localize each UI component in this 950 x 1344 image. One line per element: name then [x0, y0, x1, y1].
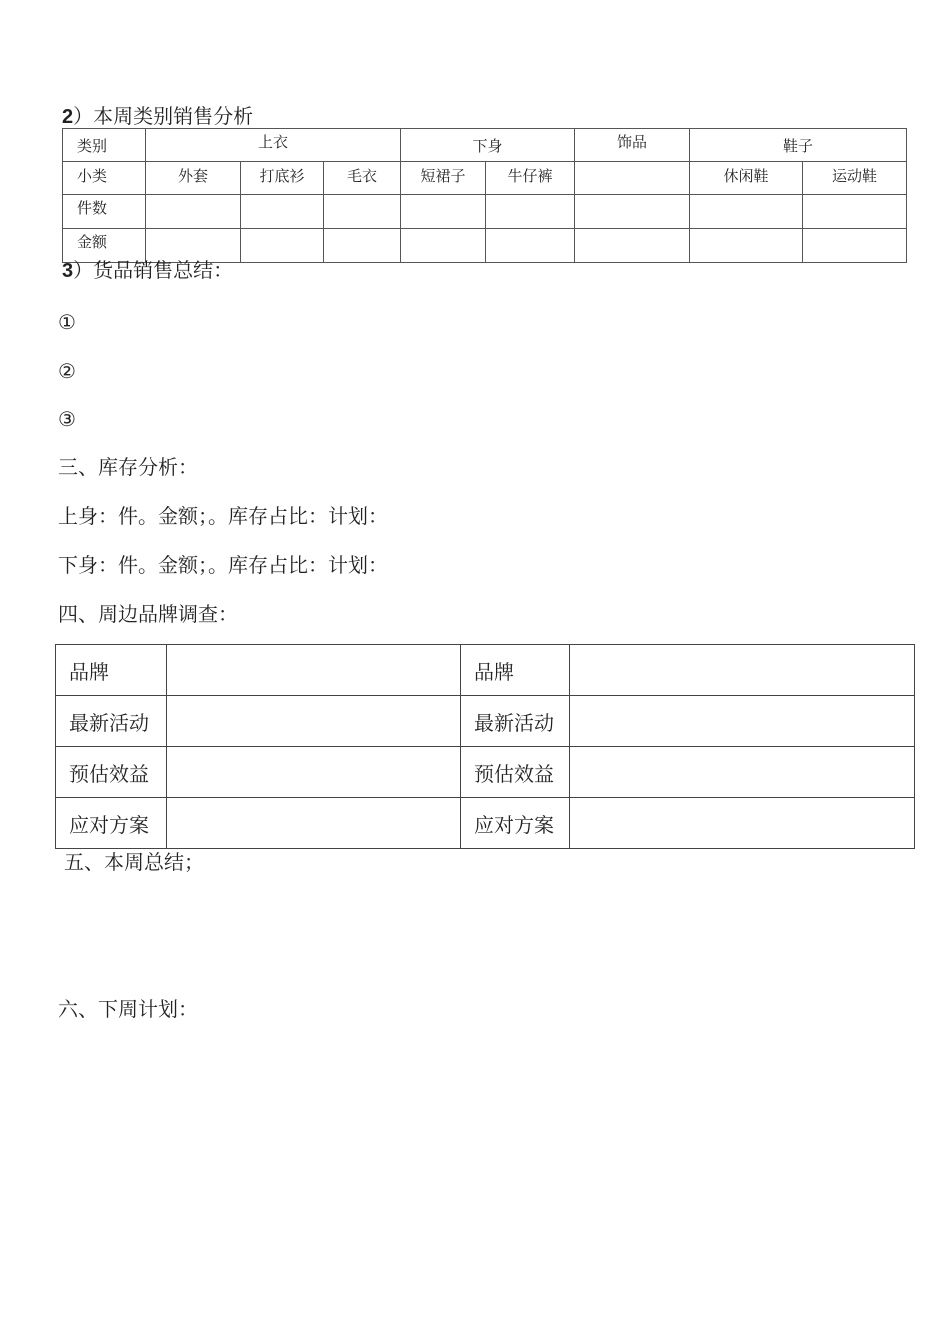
table-cell [803, 195, 907, 229]
cell-shoes: 鞋子 [690, 129, 907, 162]
section2-title: ）本周类别销售分析 [73, 104, 254, 128]
table-row-response-plan [56, 798, 915, 849]
table-cell [690, 229, 803, 263]
cell-brand-label-left: 品牌 [56, 645, 167, 696]
table-cell [575, 229, 690, 263]
cell-tops: 上衣 [146, 129, 401, 162]
cell-benefit-label-right: 预估效益 [461, 747, 570, 798]
category-sales-table [62, 128, 907, 263]
section3-title: ）货品销售总结： [73, 258, 234, 282]
table-cell [241, 195, 324, 229]
cell-sweater: 毛衣 [324, 162, 401, 195]
list-item-3: ③ [58, 407, 76, 431]
cell-plan-label-right: 应对方案 [461, 798, 570, 849]
cell-short-skirt: 短裙子 [401, 162, 486, 195]
table-cell [324, 195, 401, 229]
table-cell [486, 195, 575, 229]
table-cell [570, 696, 915, 747]
cell-activity-label-left: 最新活动 [56, 696, 167, 747]
table-cell [803, 229, 907, 263]
table-cell [324, 229, 401, 263]
table-cell [570, 798, 915, 849]
table-cell [401, 195, 486, 229]
cell-jeans: 牛仔裤 [486, 162, 575, 195]
cell-benefit-label-left: 预估效益 [56, 747, 167, 798]
brand-survey-table [55, 644, 915, 849]
table-cell [401, 229, 486, 263]
table-cell [167, 696, 461, 747]
list-item-1: ① [58, 310, 76, 334]
table-cell [570, 747, 915, 798]
section2-number: 2 [62, 106, 74, 128]
cell-base-layer: 打底衫 [241, 162, 324, 195]
table-row-estimated-benefit [56, 747, 915, 798]
cell-sports-shoes: 运动鞋 [803, 162, 907, 195]
section3-number: 3 [62, 260, 74, 282]
table-row-subcategory [63, 162, 907, 195]
table-row-quantity [63, 195, 907, 229]
table-cell [167, 645, 461, 696]
cell-plan-label-left: 应对方案 [56, 798, 167, 849]
inventory-upper: 上身：件。金额；。库存占比：计划： [58, 504, 388, 528]
table-cell [167, 747, 461, 798]
table-cell [241, 229, 324, 263]
list-item-2: ② [58, 359, 76, 383]
table-cell [570, 645, 915, 696]
table-row-latest-activity [56, 696, 915, 747]
cell-subcategory-label: 小类 [63, 162, 146, 195]
table-cell [167, 798, 461, 849]
cell-amount-label: 金额 [63, 229, 146, 263]
cell-casual-shoes: 休闲鞋 [690, 162, 803, 195]
inventory-lower: 下身：件。金额；。库存占比：计划： [58, 553, 388, 577]
cell-quantity-label: 件数 [63, 195, 146, 229]
section3-heading [62, 258, 233, 283]
table-row-category [63, 129, 907, 162]
section2-heading [62, 104, 253, 129]
table-cell [486, 229, 575, 263]
cell-coat: 外套 [146, 162, 241, 195]
table-cell [690, 195, 803, 229]
inventory-heading: 三、库存分析： [58, 455, 198, 479]
table-cell [575, 195, 690, 229]
table-row-brand [56, 645, 915, 696]
cell-accessories: 饰品 [575, 129, 690, 162]
cell-accessories-sub [575, 162, 690, 195]
weekly-summary-heading: 五、本周总结； [64, 850, 204, 874]
cell-category-label: 类别 [63, 129, 146, 162]
brand-survey-heading: 四、周边品牌调查： [58, 602, 238, 626]
cell-bottoms: 下身 [401, 129, 575, 162]
next-week-plan-heading: 六、下周计划： [58, 997, 198, 1021]
cell-brand-label-right: 品牌 [461, 645, 570, 696]
cell-activity-label-right: 最新活动 [461, 696, 570, 747]
table-cell [146, 195, 241, 229]
